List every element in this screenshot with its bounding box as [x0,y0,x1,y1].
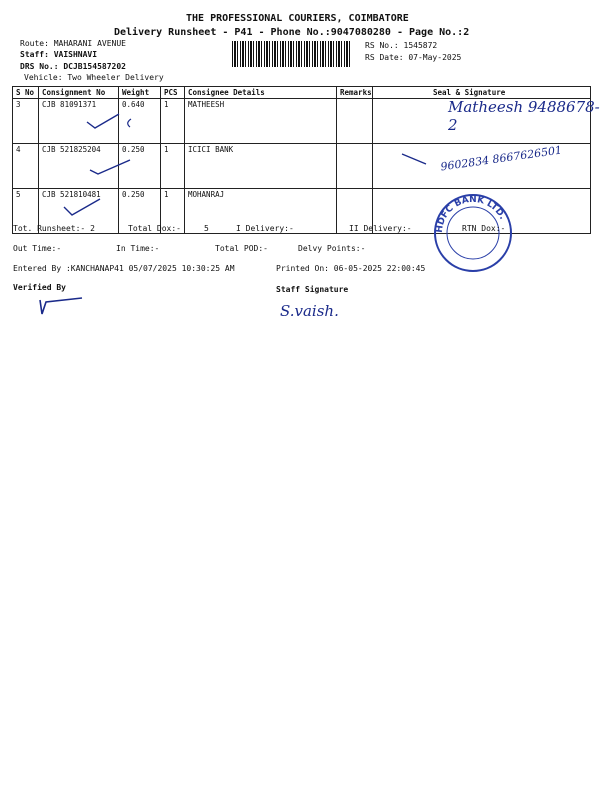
col-pcs: PCS [161,87,185,99]
row-weight: 0.640 [119,99,161,144]
row-consignee: MATHEESH [185,99,337,144]
row-sno: 5 [13,189,39,234]
col-signature: Seal & Signature [373,87,591,99]
col-weight: Weight [119,87,161,99]
ii-delivery: II Delivery:- [349,224,412,233]
row-weight: 0.250 [119,189,161,234]
tick-mark-icon [124,117,134,129]
verified-by-label: Verified By [13,283,66,292]
row-sno: 4 [13,144,39,189]
company-title: THE PROFESSIONAL COURIERS, COIMBATORE [186,13,409,24]
col-remarks: Remarks [337,87,373,99]
rs-no: RS No.: 1545872 [365,41,438,50]
in-time: In Time:- [116,244,160,253]
signature-row-3: Matheesh 9488678-2 [448,98,600,134]
barcode [232,41,352,67]
row-remarks [337,99,373,144]
entered-by: Entered By :KANCHANAP41 05/07/2025 10:30:25 AM [13,264,235,273]
col-consignee: Consignee Details [185,87,337,99]
row-consignment: CJB 81091371 [39,99,119,144]
tick-mark-icon [85,112,125,132]
col-consignment: Consignment No [39,87,119,99]
table-header-row [13,87,591,99]
row-consignee: MOHANRAJ [185,189,337,234]
total-pod: Total POD:- [215,244,268,253]
vehicle: Vehicle: Two Wheeler Delivery [24,73,164,82]
row-sno: 3 [13,99,39,144]
drs-no: DRS No.: DCJB154587202 [20,62,126,71]
row-pcs: 1 [161,144,185,189]
route: Route: MAHARANI AVENUE [20,39,126,48]
tick-mark-icon [60,197,104,219]
row-consignment: CJB 521825204 [39,144,119,189]
bank-stamp-icon [432,192,514,274]
staff-signature-label: Staff Signature [276,285,349,294]
stamp-text: HDFC BANK LTD. [434,194,508,234]
tick-mark-icon [88,158,134,178]
out-time: Out Time:- [13,244,62,253]
col-sno: S No [13,87,39,99]
row-consignment: CJB 521810481 [39,189,119,234]
staff: Staff: VAISHNAVI [20,50,98,59]
signature-row-4: 9602834 8667626501 [439,143,563,174]
printed-on: Printed On: 06-05-2025 22:00:45 [276,264,426,273]
verifier-signature-icon [36,296,86,318]
row-pcs: 1 [161,99,185,144]
rs-date: RS Date: 07-May-2025 [365,53,462,62]
row-remarks [337,144,373,189]
total-dox-value: 5 [204,224,209,233]
dash-mark-icon [400,152,430,166]
row-pcs: 1 [161,189,185,234]
i-delivery: I Delivery:- [236,224,294,233]
row-weight: 0.250 [119,144,161,189]
rtn-dox: RTN Dox:- [462,224,506,233]
runsheet-title: Delivery Runsheet - P41 - Phone No.:9047080280 - Page No.:2 [114,27,470,38]
delvy-points: Delvy Points:- [298,244,366,253]
staff-signature: S.vaish. [280,302,339,320]
row-consignee: ICICI BANK [185,144,337,189]
total-dox: Total Dox:- [128,224,181,233]
tot-runsheet: Tot. Runsheet:- 2 [13,224,95,233]
